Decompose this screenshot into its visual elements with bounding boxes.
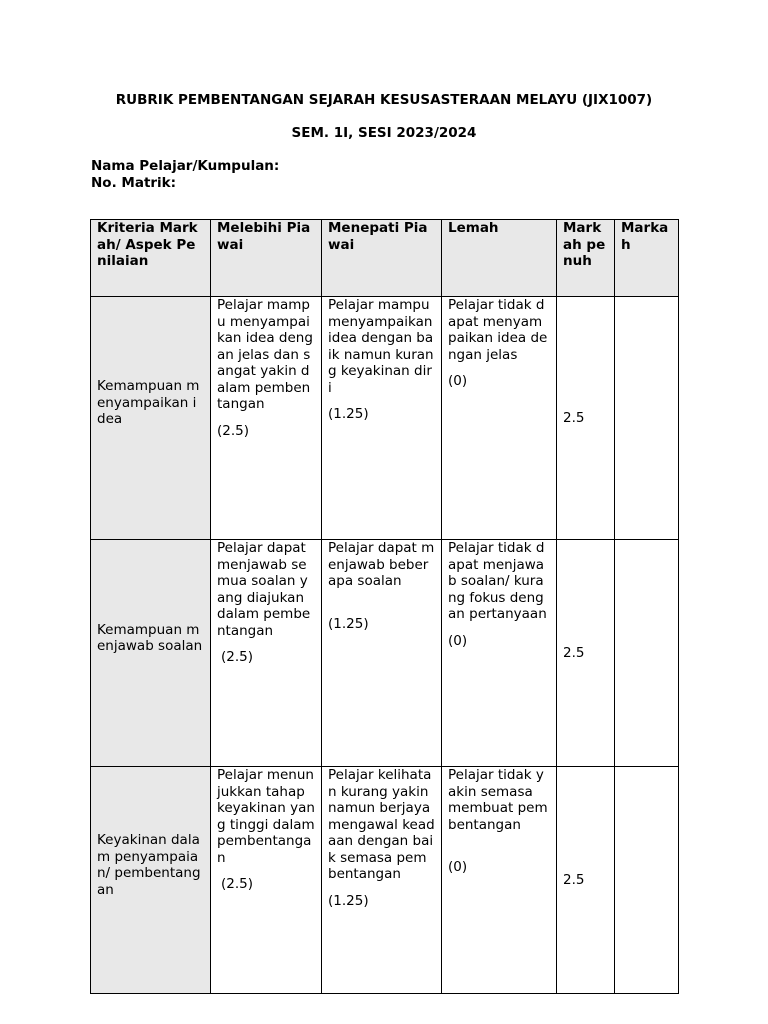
- weak-points: (0): [448, 373, 468, 389]
- meets-text: Pelajar kelihatan kurang yakin namun berjaya mengawal keadaan dengan baik semasa pembentangan: [328, 767, 435, 882]
- header-meets: Menepati Piawai: [322, 220, 442, 297]
- weak-cell: [442, 297, 557, 540]
- exceeds-cell: [211, 540, 322, 767]
- criteria-label: Kemampuan menyampaikan idea: [97, 378, 200, 428]
- weak-text: Pelajar tidak yakin semasa membuat pembentangan: [448, 767, 548, 833]
- meets-points: (1.25): [328, 892, 369, 909]
- meets-cell: [322, 540, 442, 767]
- table-header-row: [91, 220, 679, 297]
- exceeds-text: Pelajar menunjukkan tahap keyakinan yang tinggi dalam pembentangan: [217, 767, 315, 866]
- weak-points: (0): [448, 859, 468, 875]
- criteria-cell: [91, 297, 211, 540]
- document-title: RUBRIK PEMBENTANGAN SEJARAH KESUSASTERAAN MELAYU (JIX1007): [115, 92, 653, 108]
- student-name-label: Nama Pelajar/Kumpulan:: [91, 158, 280, 174]
- mark-cell[interactable]: [615, 767, 679, 994]
- criteria-label: Kemampuan menjawab soalan: [97, 621, 203, 654]
- weak-points: (0): [448, 632, 468, 649]
- full-mark-value: 2.5: [563, 409, 585, 426]
- criteria-cell: [91, 540, 211, 767]
- mark-cell[interactable]: [615, 297, 679, 540]
- full-mark-cell: [557, 297, 615, 540]
- weak-text: Pelajar tidak dapat menjawab soalan/ kurang fokus dengan pertanyaan: [448, 540, 547, 622]
- full-mark-value: 2.5: [563, 644, 585, 661]
- weak-cell: [442, 540, 557, 767]
- header-full-mark: Markah penuh: [557, 220, 615, 297]
- document-subtitle: SEM. 1I, SESI 2023/2024: [291, 125, 477, 141]
- exceeds-points: (2.5): [221, 876, 254, 892]
- meets-cell: [322, 297, 442, 540]
- weak-text: Pelajar tidak dapat menyampaikan idea dengan jelas: [448, 297, 548, 363]
- mark-cell[interactable]: [615, 540, 679, 767]
- table-row: [91, 767, 679, 994]
- criteria-cell: [91, 767, 211, 994]
- criteria-label: Keyakinan dalam penyampaian/ pembentangan: [97, 832, 201, 898]
- meets-text: Pelajar mampu menyampaikan idea dengan baik namun kurang keyakinan diri: [328, 297, 434, 396]
- rubric-table: [90, 219, 679, 994]
- header-weak: Lemah: [442, 220, 557, 297]
- full-mark-cell: [557, 767, 615, 994]
- table-row: [91, 540, 679, 767]
- header-mark: Markah: [615, 220, 679, 297]
- meets-text: Pelajar dapat menjawab beberapa soalan: [328, 540, 435, 589]
- matric-number-label: No. Matrik:: [91, 175, 177, 191]
- header-criteria: Kriteria Markah/ Aspek Penilaian: [91, 220, 211, 297]
- exceeds-points: (2.5): [221, 649, 254, 665]
- exceeds-text: Pelajar dapat menjawab semua soalan yang diajukan dalam pembentangan: [217, 540, 311, 639]
- exceeds-points: (2.5): [217, 422, 250, 439]
- exceeds-text: Pelajar mampu menyampaikan idea dengan jelas dan sangat yakin dalam pembentangan: [217, 297, 313, 412]
- weak-cell: [442, 767, 557, 994]
- exceeds-cell: [211, 767, 322, 994]
- meets-points: (1.25): [328, 406, 369, 422]
- meets-cell: [322, 767, 442, 994]
- exceeds-cell: [211, 297, 322, 540]
- full-mark-cell: [557, 540, 615, 767]
- table-row: [91, 297, 679, 540]
- full-mark-value: 2.5: [563, 871, 585, 888]
- meets-points: (1.25): [328, 615, 369, 632]
- header-exceeds: Melebihi Piawai: [211, 220, 322, 297]
